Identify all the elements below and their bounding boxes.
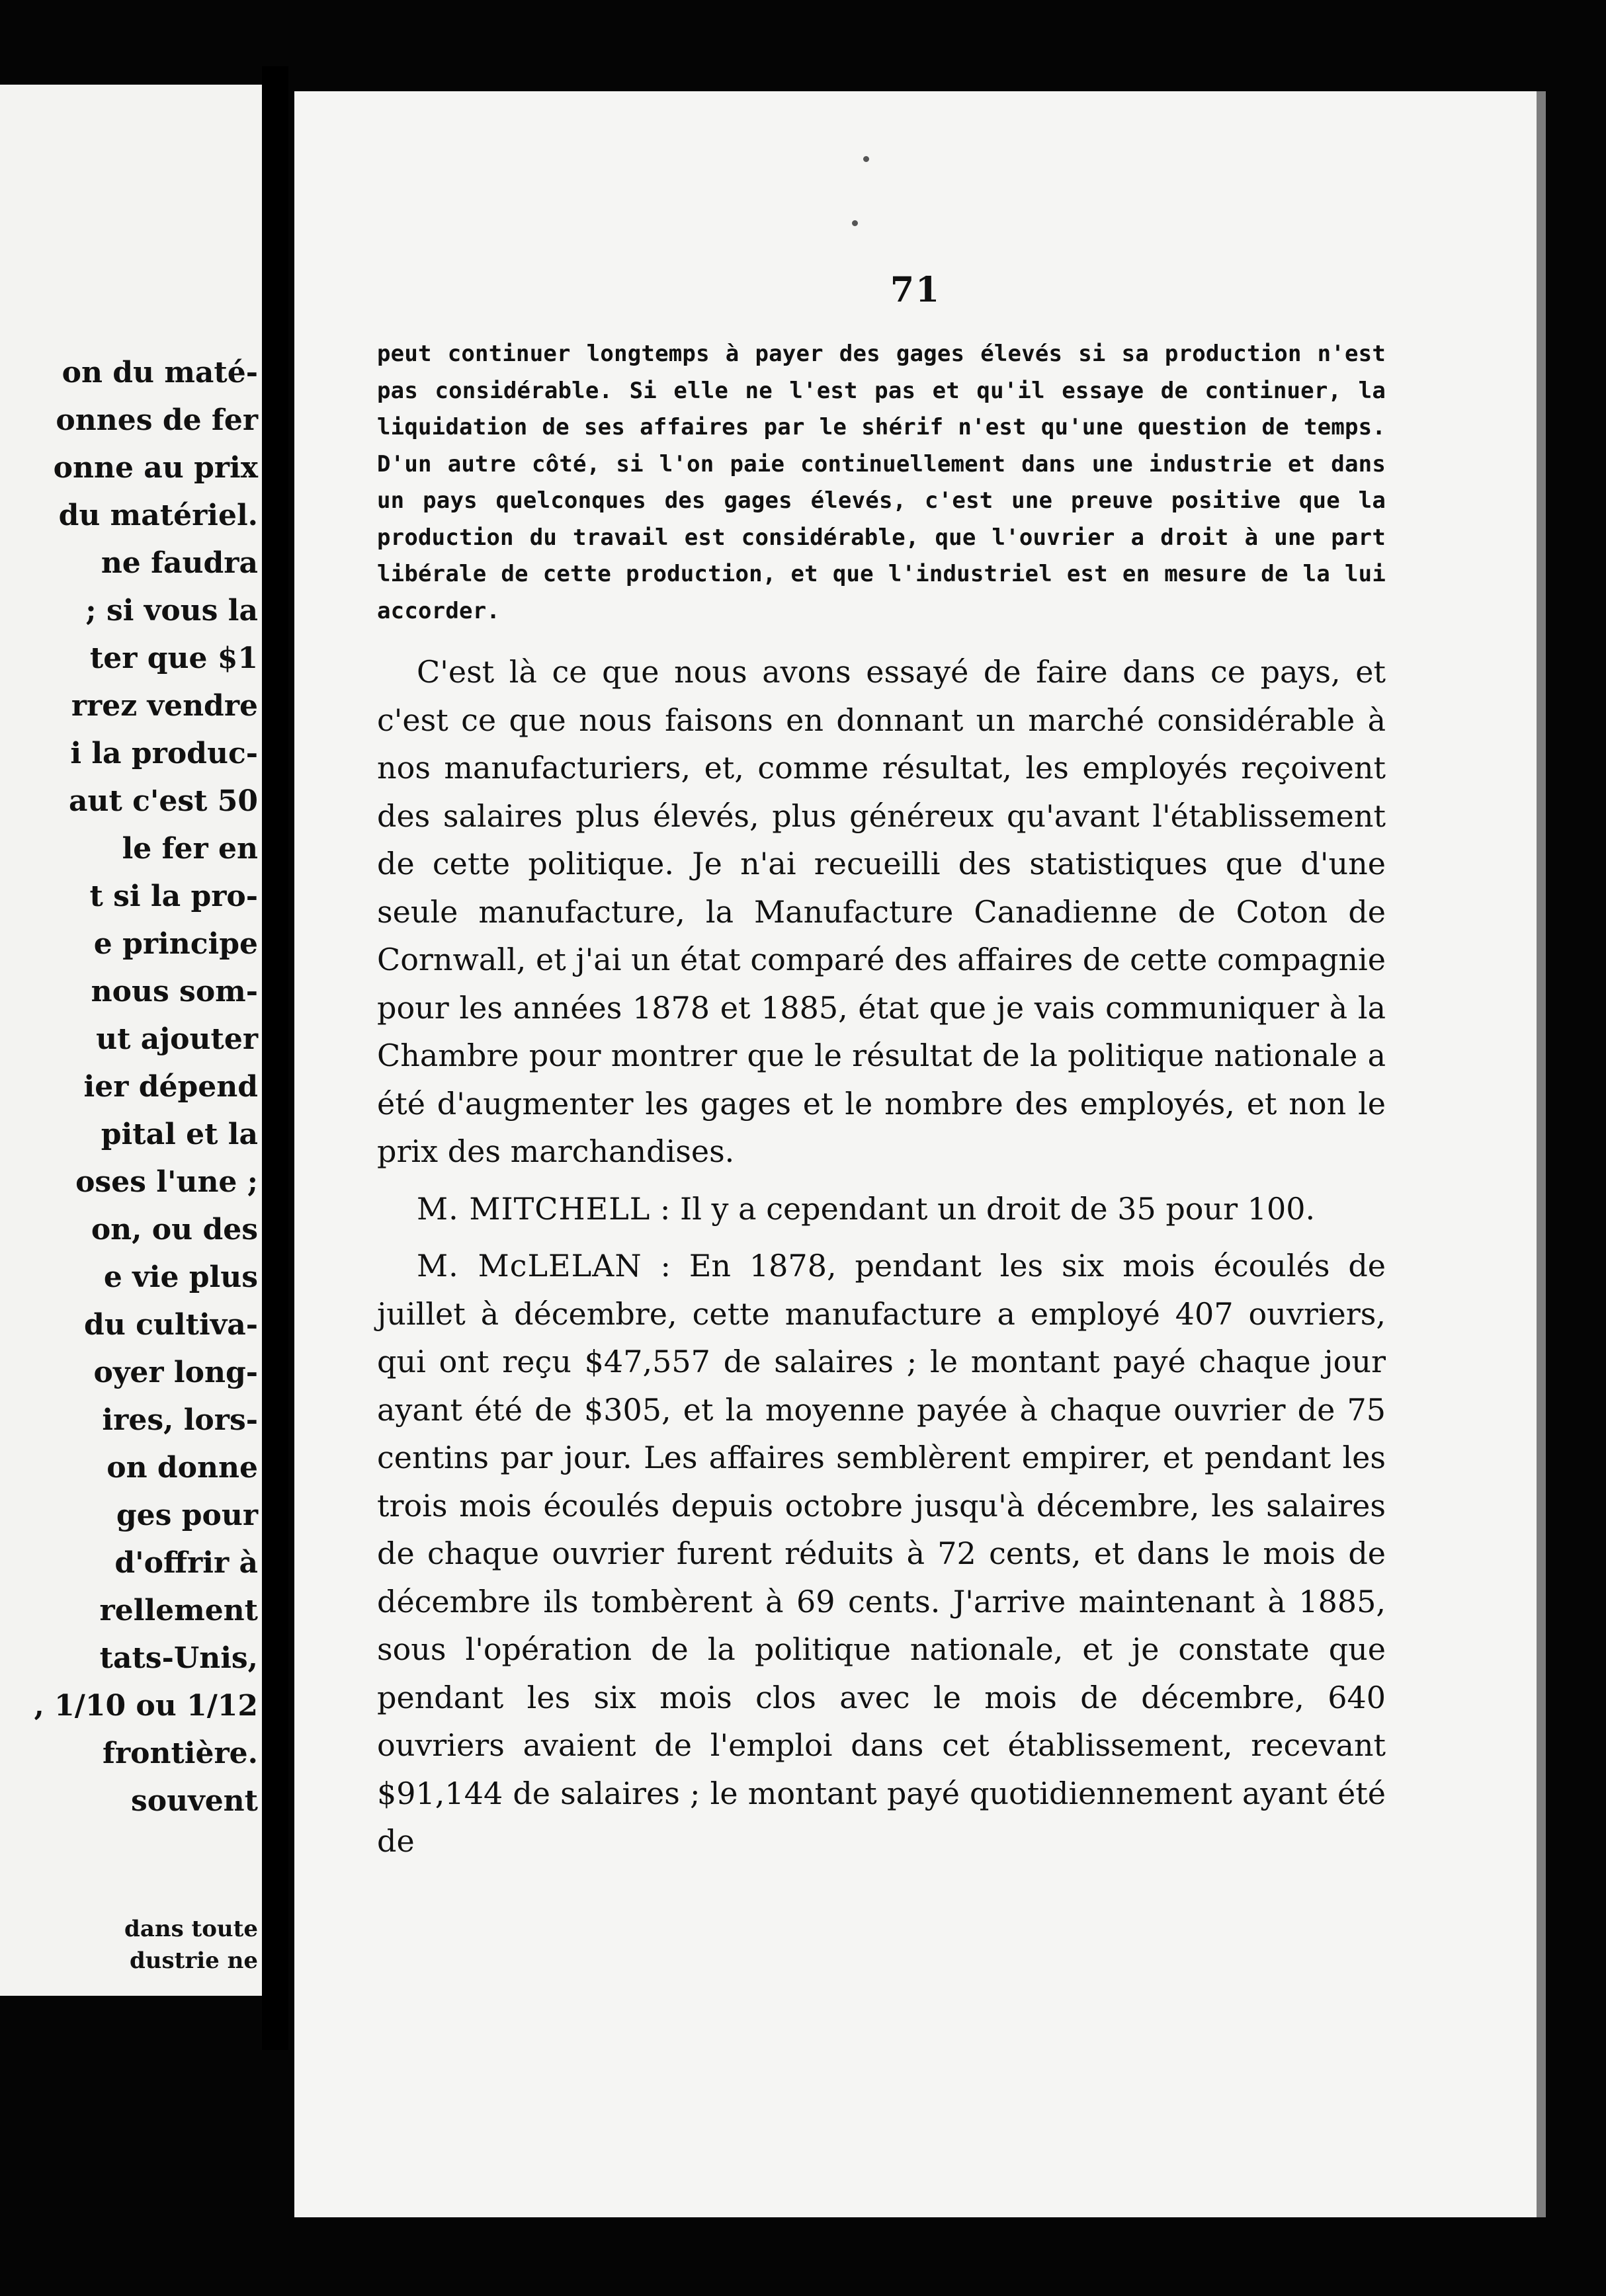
left-page-line: oyer long- — [93, 1356, 258, 1389]
left-page-line: onnes de fer — [56, 403, 258, 437]
left-page-line: du cultiva- — [84, 1308, 258, 1342]
left-page-line: tats-Unis, — [99, 1641, 258, 1675]
left-page-line: ut ajouter — [96, 1022, 258, 1056]
book-spine — [262, 66, 288, 2050]
left-page-lines — [0, 349, 258, 1825]
left-page-line: nous som- — [91, 975, 258, 1008]
left-page-footnote — [0, 1913, 258, 1977]
page-body — [377, 336, 1386, 1875]
left-page-line: ier dépend — [83, 1070, 258, 1104]
left-page-line: on du maté- — [62, 356, 258, 390]
paragraph-text: : Il y a cependant un droit de 35 pour 100. — [650, 1190, 1316, 1227]
quoted-passage: peut continuer longtemps à payer des gages élevés si sa production n'est pas considérable. Si elle ne l'est pas et qu'il essaye de continuer, la liquidation de ses affaires par le shérif n'est qu'une question de temps. D'un autre côté, si l'on paie continuellement dans une industrie et dans un pays quelconques des gages élevés, c'est une preuve positive que la production du travail est considérable, que l'ouvrier a droit à une part libérale de cette production, et que l'industriel est en mesure de la lui accorder. — [377, 341, 1386, 624]
left-page-line: e vie plus — [103, 1260, 258, 1294]
speaker-name: M. MITCHELL — [417, 1190, 651, 1227]
left-footnote-line: dans toute — [124, 1916, 258, 1942]
page-number: 71 — [890, 270, 941, 310]
left-page-fragment — [0, 85, 262, 1996]
left-page-line: du matériel. — [58, 499, 258, 532]
left-footnote-line: dustrie ne — [130, 1948, 258, 1974]
paragraph-text: : En 1878, pendant les six mois écoulés de juillet à décembre, cette manufacture a employé 407 ouvriers, qui ont reçu $47,557 de salaires ; le montant payé chaque jour ayant été de $305, et la moyenne payée à chaque ouvrier de 75 centins par jour. Les affaires semblèrent empirer, et pendant les trois mois écoulés depuis octobre jusqu'à décembre, les salaires de chaque ouvrier furent réduits à 72 cents, et dans le mois de décembre ils tombèrent à 69 cents. J'arrive maintenant à 1885, sous l'opération de la politique nationale, et je constate que pendant les six mois clos avec le mois de décembre, 640 ouvriers avaient de l'emploi dans cet établissement, recevant $91,144 de salaires ; le montant payé quotidiennement ayant été de — [377, 1248, 1386, 1859]
dust-speck — [852, 220, 858, 226]
left-page-line: on donne — [106, 1451, 258, 1485]
left-page-line: souvent — [131, 1784, 258, 1818]
left-page-line: ter que $1 — [89, 641, 258, 675]
left-page-line: onne au prix — [53, 451, 258, 485]
left-page-line: ires, lors- — [102, 1403, 258, 1437]
left-page-line: i la produc- — [70, 737, 258, 770]
left-page-line: ne faudra — [101, 546, 258, 580]
left-page-line: e principe — [93, 927, 258, 961]
left-page-line: oses l'une ; — [75, 1165, 258, 1199]
paragraph-2 — [377, 1185, 1386, 1233]
left-page-line: rellement — [99, 1594, 258, 1627]
paragraph-1 — [377, 648, 1386, 1176]
paragraph-3 — [377, 1242, 1386, 1866]
left-page-line: t si la pro- — [89, 880, 258, 913]
left-page-line: ges pour — [116, 1498, 258, 1532]
right-page — [294, 91, 1537, 2217]
page-edge-shadow — [1537, 91, 1546, 2217]
left-page-line: rrez vendre — [71, 689, 258, 723]
dust-speck — [863, 156, 869, 162]
left-page-line: on, ou des — [91, 1213, 258, 1247]
speaker-name: M. McLELAN — [417, 1248, 642, 1284]
left-page-line: aut c'est 50 — [68, 784, 258, 818]
left-page-line: pital et la — [101, 1118, 258, 1151]
paragraph-text: C'est là ce que nous avons essayé de faire dans ce pays, et c'est ce que nous faisons en donnant un marché considérable à nos manufacturiers, et, comme résultat, les employés reçoivent des salaires plus élevés, plus généreux qu'avant l'établissement de cette politique. Je n'ai recueilli des statistiques que d'une seule manufacture, la Manufacture Canadienne de Coton de Cornwall, et j'ai un état comparé des affaires de cette compagnie pour les années 1878 et 1885, état que je vais communiquer à la Chambre pour montrer que le résultat de la politique nationale a été d'augmenter les gages et le nombre des employés, et non le prix des marchandises. — [377, 654, 1386, 1169]
left-page-line: le fer en — [122, 832, 258, 866]
left-page-line: ; si vous la — [85, 594, 258, 628]
left-page-line: , 1/10 ou 1/12 — [34, 1689, 258, 1723]
left-page-line: frontière. — [103, 1737, 258, 1770]
left-page-line: d'offrir à — [114, 1546, 258, 1580]
